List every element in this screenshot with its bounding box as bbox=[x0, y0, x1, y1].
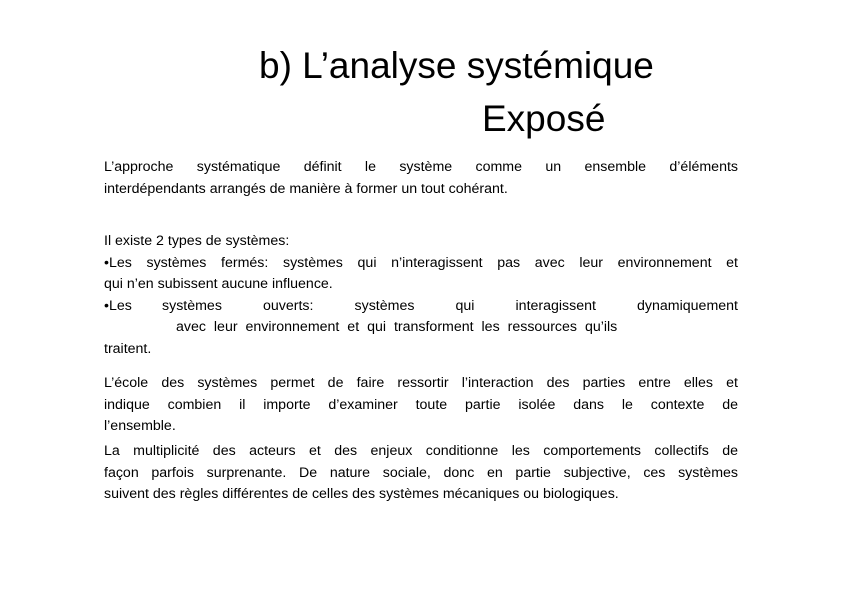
paragraph-line: suivent des règles différentes de celles des systèmes mécaniques ou biologiques. bbox=[104, 486, 619, 502]
closed-systems-line: qui n’en subissent aucune influence. bbox=[104, 276, 333, 292]
paragraph-school-of-systems bbox=[104, 373, 738, 438]
open-systems-line: traitent. bbox=[104, 340, 152, 357]
open-systems-bullet-marker: •Les bbox=[104, 297, 132, 314]
paragraph-line: l’ensemble. bbox=[104, 418, 176, 434]
paragraph-line: interdépendants arrangés de manière à former un tout cohérant. bbox=[104, 180, 508, 197]
slide-subtitle: Exposé bbox=[482, 98, 606, 139]
closed-systems-line: •Les systèmes fermés: systèmes qui n’interagissent pas avec leur environnement et bbox=[104, 254, 738, 271]
paragraph-line: L’école des systèmes permet de faire ressortir l’interaction des parties entre elles et bbox=[104, 375, 738, 391]
types-intro: Il existe 2 types de systèmes: bbox=[104, 233, 290, 249]
slide-title: b) L’analyse systémique bbox=[259, 45, 654, 86]
open-systems-line: systèmes ouverts: systèmes qui interagissent dynamiquement bbox=[162, 297, 738, 314]
paragraph-line: La multiplicité des acteurs et des enjeux conditionne les comportements collectifs de bbox=[104, 443, 738, 459]
open-systems-line: avec leur environnement et qui transforment les ressources qu’ils bbox=[176, 319, 618, 335]
paragraph-system-types bbox=[104, 231, 738, 360]
paragraph-line: façon parfois surprenante. De nature sociale, donc en partie subjective, ces systèmes bbox=[104, 464, 738, 481]
open-systems-bullet bbox=[104, 296, 738, 318]
paragraph-definition bbox=[104, 157, 738, 200]
paragraph-line: L’approche systématique définit le système comme un ensemble d’éléments bbox=[104, 159, 738, 175]
paragraph-line: indique combien il importe d’examiner toute partie isolée dans le contexte de bbox=[104, 396, 738, 413]
paragraph-multiplicity bbox=[104, 441, 738, 506]
